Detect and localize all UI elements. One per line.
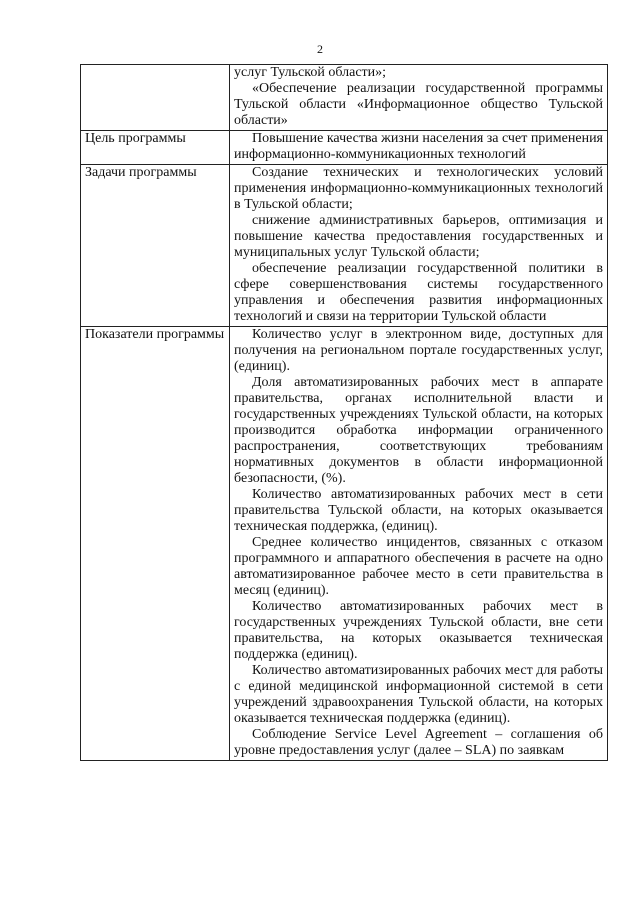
paragraph: обеспечение реализации государственной политики в сфере совершенствования системы государственного управления и обеспечения развития информационных технологий и связи на территории Тульской области (234, 261, 603, 324)
paragraph: Количество услуг в электронном виде, доступных для получения на региональном портале государственных услуг, (единиц). (234, 327, 603, 374)
table-row (81, 327, 608, 761)
row-content (230, 165, 608, 327)
paragraph: Повышение качества жизни населения за счет применения информационно-коммуникационных технологий (234, 131, 603, 162)
paragraph: Доля автоматизированных рабочих мест в аппарате правительства, органах исполнительной власти и государственных учреждениях Тульской области, на которых производится обработка информации ограниченного распространения, соответствующих требованиям нормативных документов в области информационной безопасности, (%). (234, 375, 603, 486)
paragraph: Создание технических и технологических условий применения информационно-коммуникационных технологий в Тульской области; (234, 165, 603, 212)
table-row (81, 65, 608, 131)
paragraph: Количество автоматизированных рабочих мест в государственных учреждениях Тульской области, вне сети правительства, на которых оказывается техническая поддержка (единиц). (234, 599, 603, 662)
table-row (81, 131, 608, 165)
row-content (230, 65, 608, 131)
row-content (230, 327, 608, 761)
page-number: 2 (317, 42, 323, 56)
row-label: Цель программы (81, 131, 230, 165)
row-content (230, 131, 608, 165)
passport-table (80, 64, 608, 761)
paragraph: «Обеспечение реализации государственной программы Тульской области «Информационное общество Тульской области» (234, 81, 603, 128)
table-row (81, 165, 608, 327)
paragraph: услуг Тульской области»; (234, 65, 387, 80)
row-label: Показатели программы (81, 327, 230, 761)
paragraph: снижение административных барьеров, оптимизация и повышение качества предоставления государственных и муниципальных услуг Тульской области; (234, 213, 603, 260)
row-label (81, 65, 230, 131)
paragraph: Среднее количество инцидентов, связанных с отказом программного и аппаратного обеспечения в расчете на одно автоматизированное рабочее место в сети правительства в месяц (единиц). (234, 535, 603, 598)
paragraph: Соблюдение Service Level Agreement – соглашения об уровне предоставления услуг (далее – SLA) по заявкам (234, 727, 603, 758)
paragraph: Количество автоматизированных рабочих мест для работы с единой медицинской информационной системой в сети учреждений здравоохранения Тульской области, на которых оказывается техническая поддержка (единиц). (234, 663, 603, 726)
paragraph: Количество автоматизированных рабочих мест в сети правительства Тульской области, на которых оказывается техническая поддержка, (единиц). (234, 487, 603, 534)
row-label: Задачи программы (81, 165, 230, 327)
